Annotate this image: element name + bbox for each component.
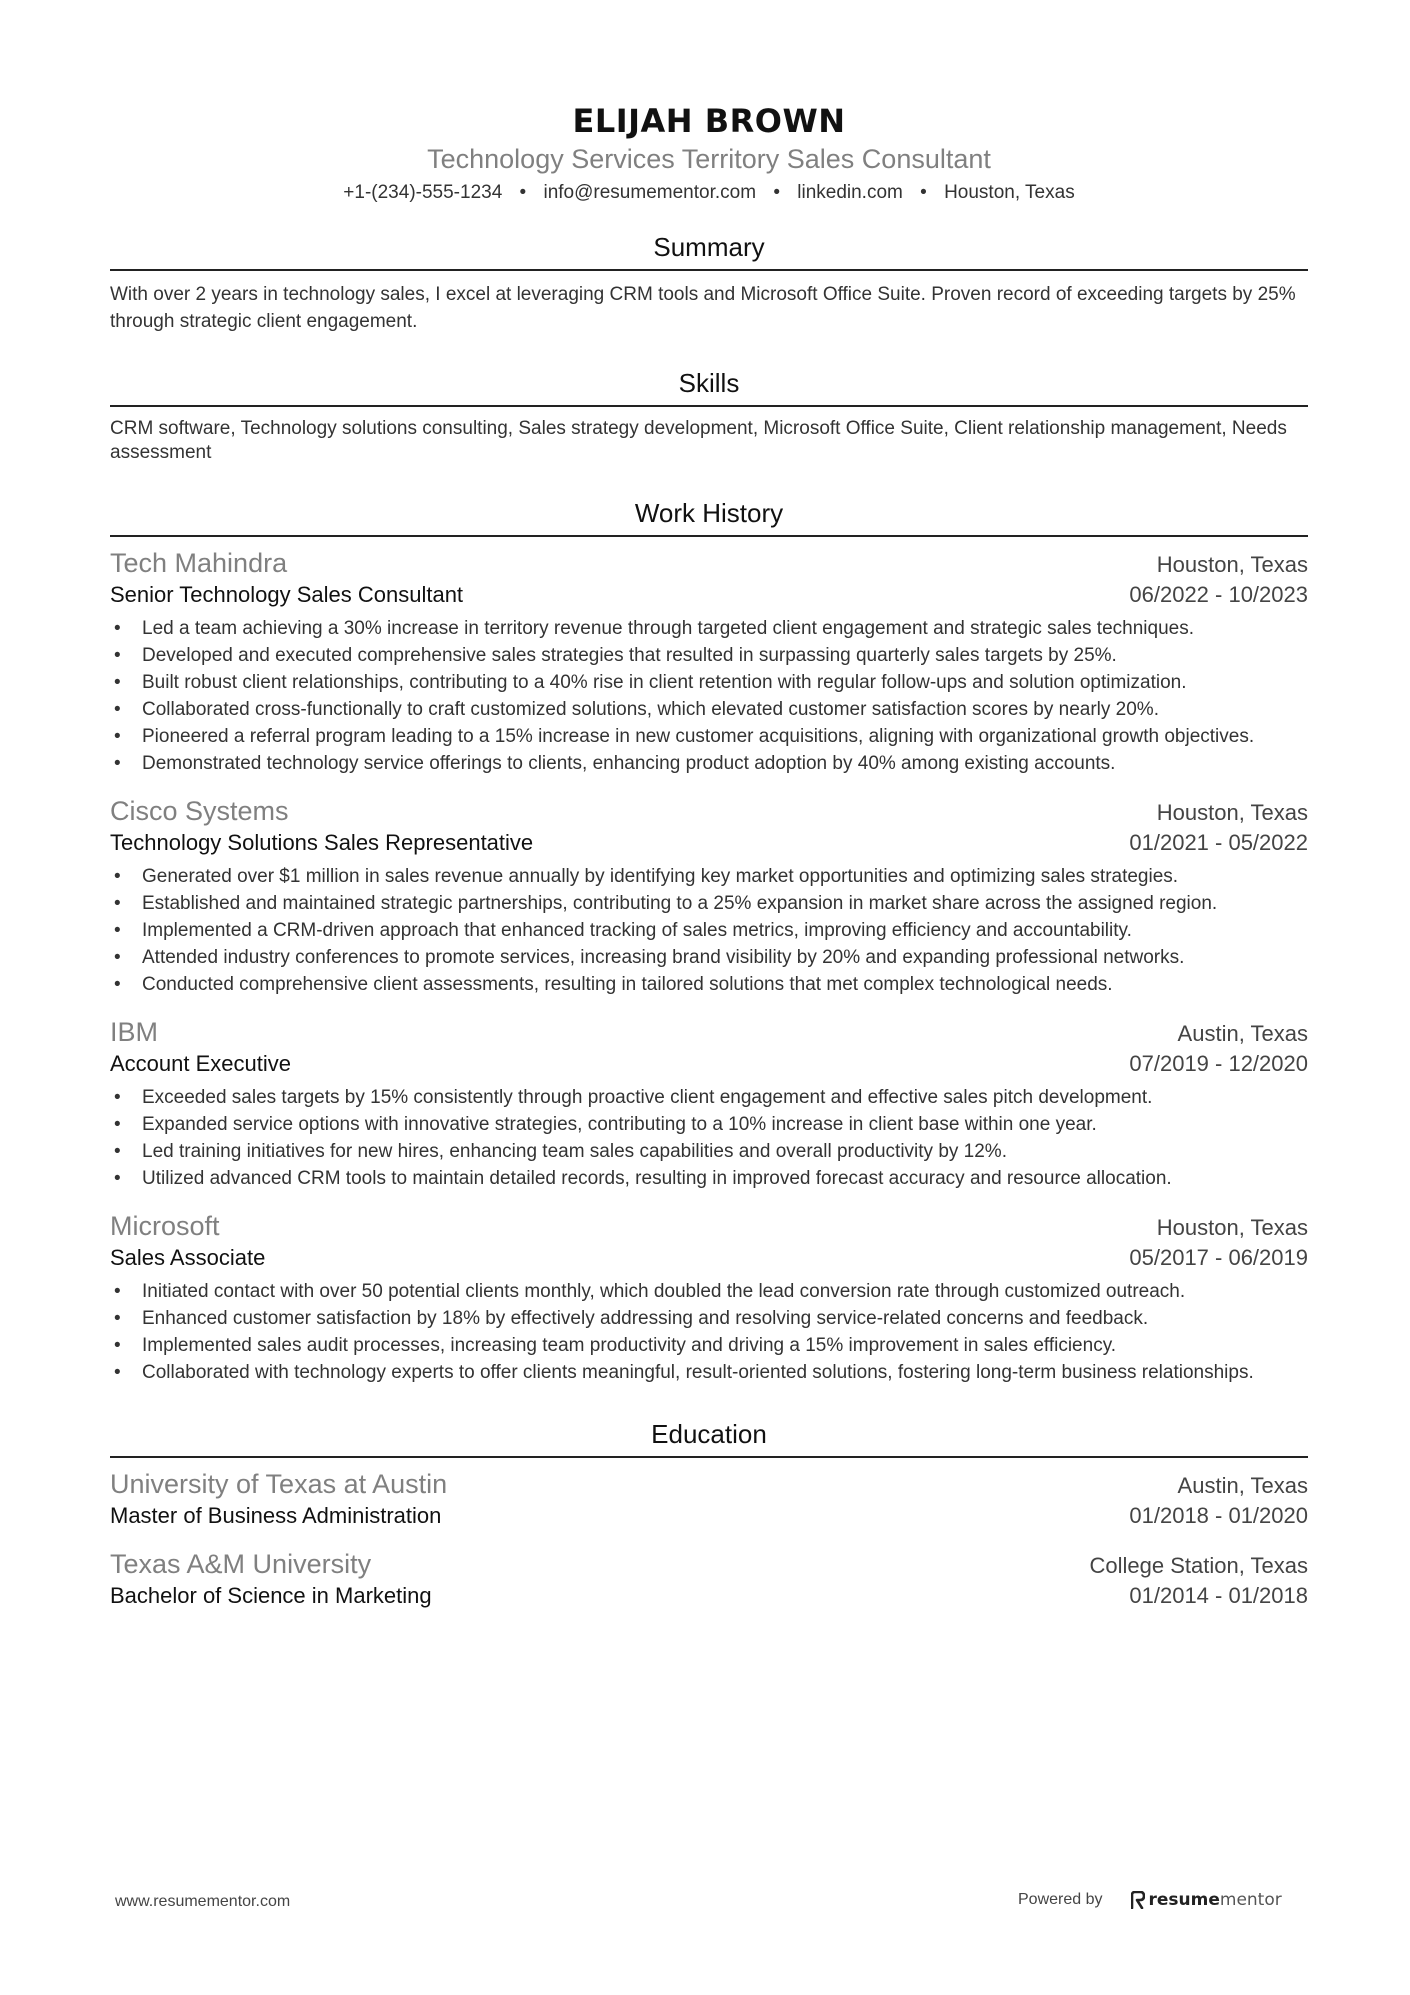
job-company: IBM — [110, 1017, 159, 1047]
job-role: Sales Associate — [110, 1245, 266, 1270]
bullet-item: • Initiated contact with over 50 potential clients monthly, which doubled the lead conversion rate through customized outreach. — [110, 1278, 1308, 1305]
job-entry — [110, 795, 1308, 998]
candidate-title: Technology Services Territory Sales Consultant — [427, 144, 991, 174]
contact-separator: • — [773, 182, 780, 203]
summary-section — [110, 231, 1308, 335]
skills-text: CRM software, Technology solutions consulting, Sales strategy development, Microsoft Office Suite, Client relationship management, Needs assessment — [110, 418, 1287, 463]
job-bullets — [110, 1278, 1308, 1386]
section-heading-work-history: Work History — [110, 497, 1308, 537]
education-entry — [110, 1468, 1308, 1530]
education-school: University of Texas at Austin — [110, 1469, 448, 1499]
work-history-section — [110, 497, 1308, 1386]
section-heading-education: Education — [110, 1418, 1308, 1458]
job-company: Cisco Systems — [110, 796, 289, 826]
bullet-item: • Implemented a CRM-driven approach that enhanced tracking of sales metrics, improving efficiency and accountability. — [110, 917, 1308, 944]
candidate-name: ELIJAH BROWN — [572, 102, 846, 140]
job-company: Microsoft — [110, 1211, 220, 1241]
education-location: College Station, Texas — [1089, 1553, 1308, 1578]
education-entry — [110, 1548, 1308, 1610]
job-dates: 07/2019 - 12/2020 — [1129, 1051, 1308, 1076]
bullet-item: • Pioneered a referral program leading to a 15% increase in new customer acquisitions, aligning with organizational growth objectives. — [110, 723, 1308, 750]
resume-page — [110, 0, 1308, 1610]
powered-by-text: Powered by — [1018, 1891, 1103, 1908]
education-section — [110, 1418, 1308, 1610]
job-dates: 05/2017 - 06/2019 — [1129, 1245, 1308, 1270]
logo-text-resume: resume — [1148, 1890, 1220, 1910]
job-bullets — [110, 615, 1308, 777]
job-role: Technology Solutions Sales Representative — [110, 830, 534, 855]
section-heading-skills: Skills — [110, 367, 1308, 407]
job-location: Houston, Texas — [1156, 1215, 1308, 1240]
contact-line — [110, 181, 1308, 205]
footer-branding — [1018, 1890, 1282, 1910]
job-company: Tech Mahindra — [110, 548, 288, 578]
bullet-item: • Built robust client relationships, contributing to a 40% rise in client retention with regular follow-ups and solution optimization. — [110, 669, 1308, 696]
bullet-item: • Expanded service options with innovative strategies, contributing to a 10% increase in client base within one year. — [110, 1111, 1308, 1138]
contact-email[interactable]: info@resumementor.com — [543, 182, 757, 203]
bullet-item: • Led a team achieving a 30% increase in territory revenue through targeted client engagement and strategic sales techniques. — [110, 615, 1308, 642]
job-location: Austin, Texas — [1177, 1021, 1308, 1046]
bullet-item: • Exceeded sales targets by 15% consistently through proactive client engagement and effective sales pitch development. — [110, 1084, 1308, 1111]
resumementor-logo-icon — [1131, 1891, 1145, 1909]
job-location: Houston, Texas — [1156, 800, 1308, 825]
education-dates: 01/2014 - 01/2018 — [1129, 1583, 1308, 1608]
job-dates: 01/2021 - 05/2022 — [1129, 830, 1308, 855]
education-dates: 01/2018 - 01/2020 — [1129, 1503, 1308, 1528]
summary-text: With over 2 years in technology sales, I excel at leveraging CRM tools and Microsoft Office Suite. Proven record of exceeding targets by 25% through strategic client engagement. — [110, 284, 1296, 332]
job-role: Senior Technology Sales Consultant — [110, 582, 464, 607]
footer-website-link[interactable]: www.resumementor.com — [115, 1893, 291, 1910]
job-entry — [110, 547, 1308, 777]
job-dates: 06/2022 - 10/2023 — [1129, 582, 1308, 607]
bullet-item: • Collaborated with technology experts to offer clients meaningful, result-oriented solutions, fostering long-term business relationships. — [110, 1359, 1308, 1386]
education-school: Texas A&M University — [110, 1549, 372, 1579]
contact-phone: +1-(234)-555-1234 — [343, 182, 503, 203]
bullet-item: • Led training initiatives for new hires, enhancing team sales capabilities and overall productivity by 12%. — [110, 1138, 1308, 1165]
bullet-item: • Generated over $1 million in sales revenue annually by identifying key market opportunities and optimizing sales strategies. — [110, 863, 1308, 890]
education-degree: Master of Business Administration — [110, 1503, 442, 1528]
section-heading-summary: Summary — [110, 231, 1308, 271]
resumementor-logo[interactable] — [1131, 1890, 1282, 1910]
contact-location: Houston, Texas — [944, 182, 1075, 203]
bullet-item: • Developed and executed comprehensive sales strategies that resulted in surpassing quarterly sales targets by 25%. — [110, 642, 1308, 669]
job-bullets — [110, 1084, 1308, 1192]
bullet-item: • Established and maintained strategic partnerships, contributing to a 25% expansion in market share across the assigned region. — [110, 890, 1308, 917]
bullet-item: • Conducted comprehensive client assessments, resulting in tailored solutions that met complex technological needs. — [110, 971, 1308, 998]
job-entry — [110, 1016, 1308, 1192]
bullet-item: • Collaborated cross-functionally to craft customized solutions, which elevated customer satisfaction scores by nearly 20%. — [110, 696, 1308, 723]
contact-separator: • — [920, 182, 927, 203]
job-bullets — [110, 863, 1308, 998]
skills-section — [110, 367, 1308, 465]
education-location: Austin, Texas — [1177, 1473, 1308, 1498]
bullet-item: • Utilized advanced CRM tools to maintain detailed records, resulting in improved forecast accuracy and resource allocation. — [110, 1165, 1308, 1192]
logo-text-mentor: mentor — [1219, 1890, 1282, 1910]
bullet-item: • Attended industry conferences to promote services, increasing brand visibility by 20% and expanding professional networks. — [110, 944, 1308, 971]
contact-linkedin[interactable]: linkedin.com — [797, 182, 903, 203]
bullet-item: • Enhanced customer satisfaction by 18% by effectively addressing and resolving service-related concerns and feedback. — [110, 1305, 1308, 1332]
job-role: Account Executive — [110, 1051, 291, 1076]
job-location: Houston, Texas — [1156, 552, 1308, 577]
education-degree: Bachelor of Science in Marketing — [110, 1583, 432, 1608]
bullet-item: • Demonstrated technology service offerings to clients, enhancing product adoption by 40% among existing accounts. — [110, 750, 1308, 777]
contact-separator: • — [519, 182, 527, 203]
bullet-item: • Implemented sales audit processes, increasing team productivity and driving a 15% improvement in sales efficiency. — [110, 1332, 1308, 1359]
job-entry — [110, 1210, 1308, 1386]
